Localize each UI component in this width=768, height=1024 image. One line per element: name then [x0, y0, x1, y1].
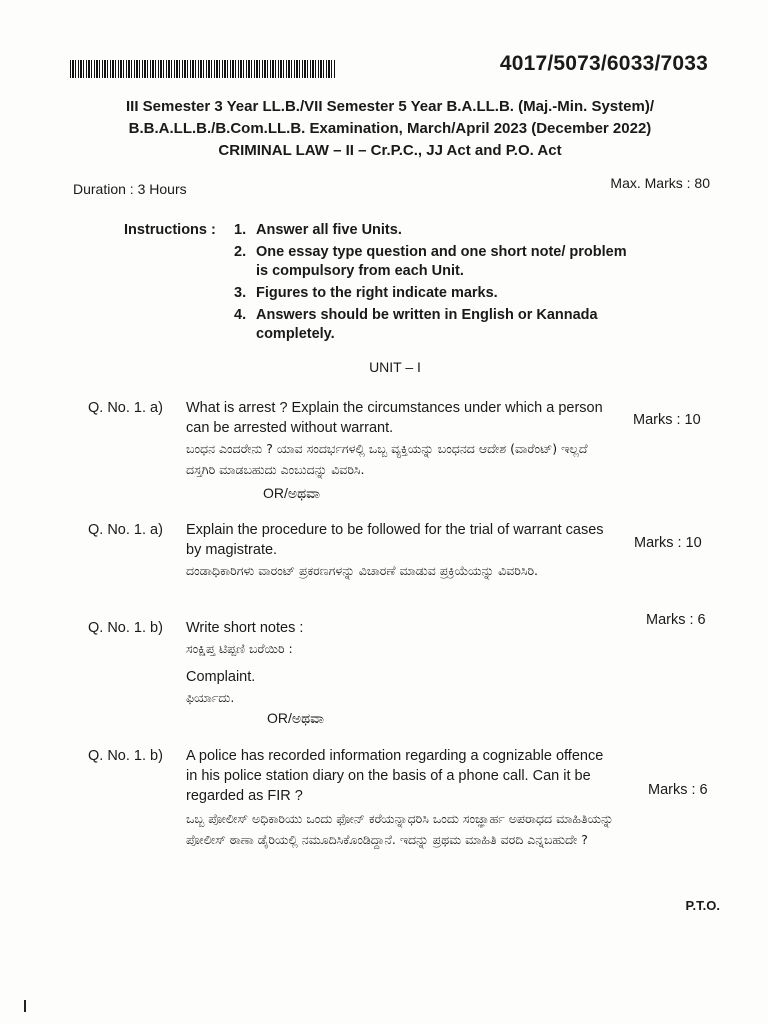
question-label: Q. No. 1. b) [88, 620, 163, 636]
header-line-1: III Semester 3 Year LL.B./VII Semester 5 Year B.A.LL.B. (Maj.-Min. System)/ [126, 98, 654, 115]
instruction-item [234, 243, 634, 281]
paper-code: 4017/5073/6033/7033 [499, 52, 708, 75]
question-text-kannada: ಸಂಕ್ಷಿಪ್ತ ಟಿಪ್ಪಣಿ ಬರೆಯಿರಿ : [186, 641, 293, 656]
question-label: Q. No. 1. a) [88, 400, 163, 416]
question-body [186, 398, 616, 480]
header-line-3: CRIMINAL LAW – II – Cr.P.C., JJ Act and P.O. Act [218, 142, 562, 159]
or-separator: OR/ಅಥವಾ [263, 485, 321, 501]
question-body [186, 618, 616, 708]
question-marks: Marks : 6 [646, 612, 706, 628]
question-marks: Marks : 10 [634, 535, 702, 551]
instruction-text: One essay type question and one short note/ problem is compulsory from each Unit. [256, 244, 627, 279]
question-text-english: Write short notes : [186, 620, 304, 636]
instruction-item [234, 284, 634, 303]
question-body [186, 520, 616, 581]
instruction-number: 3. [234, 285, 247, 301]
question-label: Q. No. 1. b) [88, 748, 163, 764]
short-note-topic-kannada: ಫಿರ್ಯಾದು. [186, 690, 235, 705]
barcode [70, 60, 335, 78]
instruction-number: 2. [234, 244, 247, 260]
short-note-topic-english: Complaint. [186, 669, 256, 685]
instruction-text: Answer all five Units. [256, 222, 402, 238]
or-separator: OR/ಅಥವಾ [267, 710, 325, 726]
unit-title: UNIT – I [369, 359, 421, 375]
exam-header [60, 96, 720, 162]
question-text-kannada: ದಂಡಾಧಿಕಾರಿಗಳು ವಾರಂಟ್ ಪ್ರಕರಣಗಳನ್ನು ವಿಚಾರಣೆ ಮಾಡುವ ಪ್ರಕ್ರಿಯೆಯನ್ನು ವಿವರಿಸಿರಿ. [186, 563, 539, 578]
question-text-kannada: ಬಂಧನ ಎಂದರೇನು ? ಯಾವ ಸಂದರ್ಭಗಳಲ್ಲಿ ಒಬ್ಬ ವ್ಯಕ್ತಿಯನ್ನು ಬಂಧನದ ಆದೇಶ (ವಾರೆಂಟ್) ಇಲ್ಲದೆ ದಸ್ತಗಿರಿ ಮಾಡಬಹುದು ಎಂಬುದನ್ನು ವಿವರಿಸಿ. [186, 441, 588, 477]
instruction-list [234, 221, 634, 347]
question-text-english: Explain the procedure to be followed for the trial of warrant cases by magistrate. [186, 522, 604, 558]
instruction-item [234, 306, 634, 344]
instruction-text: Answers should be written in English or Kannada completely. [256, 307, 598, 342]
instructions-lead: Instructions : [124, 222, 216, 238]
max-marks: Max. Marks : 80 [610, 175, 710, 191]
margin-mark [24, 1000, 26, 1012]
question-text-english: A police has recorded information regarding a cognizable offence in his police station diary on the basis of a phone call. Can it be regarded as FIR ? [186, 748, 604, 804]
instruction-number: 1. [234, 222, 247, 238]
header-line-2: B.B.A.LL.B./B.Com.LL.B. Examination, March/April 2023 (December 2022) [128, 120, 652, 137]
page-turn-over: P.T.O. [685, 898, 720, 913]
question-body [186, 746, 616, 850]
instruction-text: Figures to the right indicate marks. [256, 285, 498, 301]
duration: Duration : 3 Hours [73, 181, 187, 197]
instruction-item [234, 221, 634, 240]
question-text-english: What is arrest ? Explain the circumstances under which a person can be arrested without warrant. [186, 400, 603, 436]
question-text-kannada: ಒಬ್ಬ ಪೋಲೀಸ್ ಅಧಿಕಾರಿಯು ಒಂದು ಫೋನ್ ಕರೆಯನ್ನಾಧರಿಸಿ ಒಂದು ಸಂಜ್ಞಾರ್ಹ ಅಪರಾಧದ ಮಾಹಿತಿಯನ್ನು ಪೋಲೀಸ್ ಠಾಣಾ ಡೈರಿಯಲ್ಲಿ ನಮೂದಿಸಿಕೊಂಡಿದ್ದಾನೆ. ಇದನ್ನು ಪ್ರಥಮ ಮಾಹಿತಿ ವರದಿ ಎನ್ನಬಹುದೇ ? [186, 811, 614, 847]
question-marks: Marks : 6 [648, 782, 708, 798]
instruction-number: 4. [234, 307, 247, 323]
question-marks: Marks : 10 [633, 412, 701, 428]
question-label: Q. No. 1. a) [88, 522, 163, 538]
